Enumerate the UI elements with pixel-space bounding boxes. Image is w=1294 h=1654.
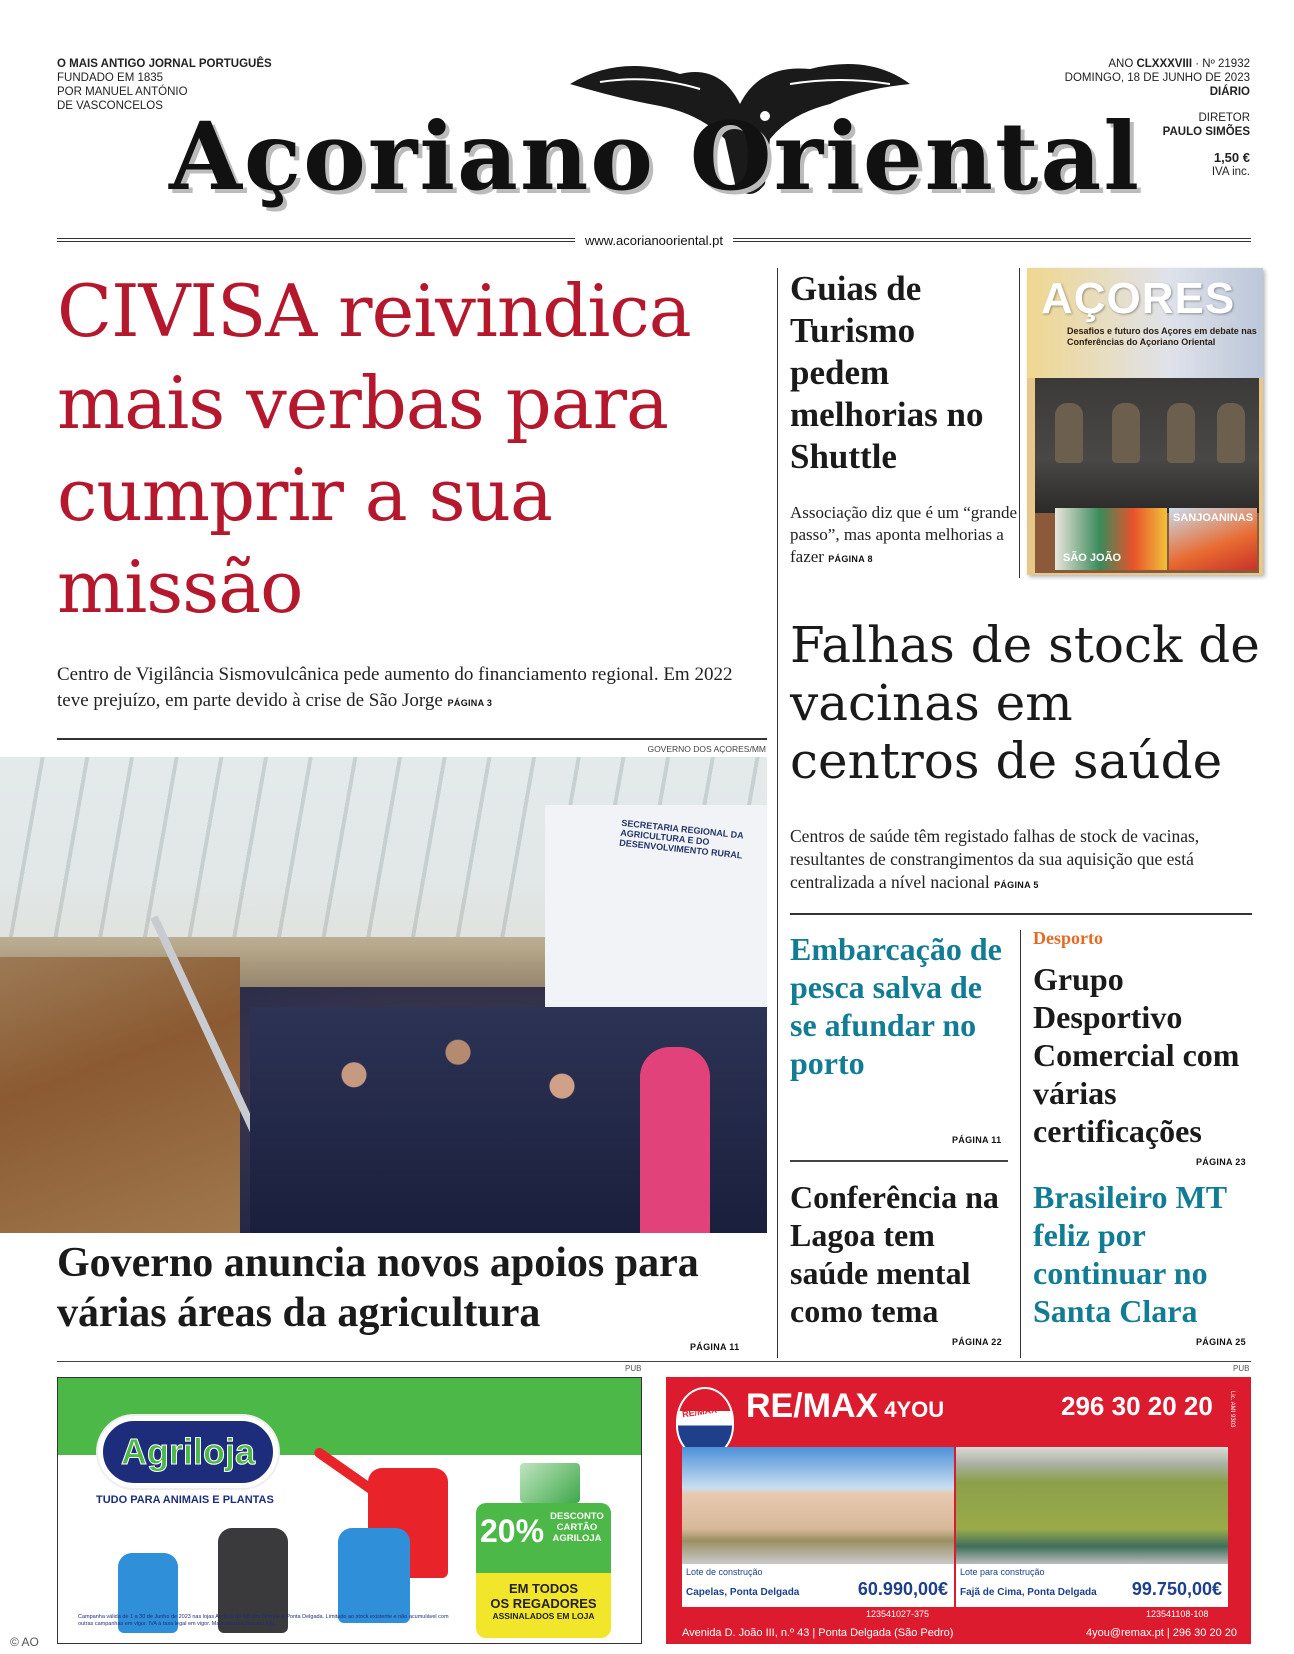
masthead-tagline: O MAIS ANTIGO JORNAL PORTUGUÊS: [57, 58, 272, 70]
lead-page-ref[interactable]: PÁGINA 3: [447, 698, 493, 708]
property-listing[interactable]: [682, 1447, 954, 1607]
frequency: DIÁRIO: [1209, 86, 1250, 98]
photo-person: [640, 1047, 710, 1233]
conference-page-ref[interactable]: PÁGINA 22: [952, 1337, 1002, 1347]
column-rule: [777, 268, 778, 1358]
column-rule: [1020, 930, 1021, 1358]
agriloja-ad[interactable]: [57, 1377, 642, 1644]
vat-note: IVA inc.: [1211, 166, 1250, 178]
guias-summary: [790, 502, 1020, 570]
director-name: PAULO SIMÕES: [1162, 126, 1250, 138]
vaccine-summary-text: Centros de saúde têm registado falhas de stock de vacinas, resultantes de constrangimentos da sua aquisição que está centralizada a nível nacional: [790, 826, 1200, 892]
agriculture-headline[interactable]: Governo anuncia novos apoios para várias áreas da agricultura: [57, 1240, 699, 1336]
divider: [790, 913, 1252, 915]
url-bar: [57, 232, 1251, 248]
property-photo: [956, 1447, 1228, 1564]
lead-summary: [57, 662, 757, 716]
discount-text: DESCONTO CARTÃO AGRILOJA: [550, 1511, 604, 1544]
property-location: Fajã de Cima, Ponta Delgada: [960, 1587, 1097, 1598]
masthead-founded: FUNDADO EM 1835: [57, 72, 164, 84]
panelist: [1167, 403, 1195, 463]
magazine-description: Desafios e futuro dos Açores em debate nas Conferências do Açoriano Oriental: [1067, 326, 1257, 347]
vaccine-headline[interactable]: Falhas de stock de vacinas em centros de saúde: [790, 616, 1260, 790]
property-location: Capelas, Ponta Delgada: [686, 1587, 800, 1598]
panelist: [1112, 403, 1140, 463]
sports-headline-1[interactable]: Grupo Desportivo Comercial com várias certificações: [1033, 961, 1240, 1149]
vaccine-page-ref[interactable]: PÁGINA 5: [994, 880, 1039, 890]
offer-line-3: ASSINALADOS EM LOJA: [492, 1611, 595, 1621]
magazine-title: AÇORES: [1041, 274, 1236, 323]
vaccine-summary: [790, 825, 1260, 897]
sports-page-ref-1[interactable]: PÁGINA 23: [1196, 1157, 1246, 1167]
lead-headline[interactable]: CIVISA reivindica mais verbas para cumprir a sua missão: [57, 269, 691, 629]
panelist: [1217, 403, 1245, 463]
agriloja-tagline: TUDO PARA ANIMAIS E PLANTAS: [96, 1494, 274, 1506]
loyalty-card-icon: [520, 1463, 580, 1503]
sao-joao-label: SÃO JOÃO: [1063, 552, 1122, 564]
issue-date: DOMINGO, 18 DE JUNHO DE 2023: [1064, 72, 1250, 84]
url-rule-right: [733, 238, 1251, 242]
section-kicker-sports: Desporto: [1033, 928, 1103, 948]
offer-line-1: EM TODOS: [508, 1581, 579, 1596]
photo-cattle-pen: [0, 957, 240, 1233]
discount-percent: 20%: [480, 1513, 545, 1549]
remax-phone[interactable]: 296 30 20 20: [1061, 1391, 1213, 1421]
remax-ad[interactable]: [666, 1377, 1251, 1644]
property-ref: 123541108-108: [1146, 1609, 1209, 1619]
remax-license: Lic. AMI 9303: [1229, 1391, 1235, 1428]
masthead-founder-line1: POR MANUEL ANTÓNIO: [57, 86, 188, 98]
masthead-founder-line2: DE VASCONCELOS: [57, 100, 163, 112]
remax-balloon-text: RE/MAX: [681, 1404, 718, 1420]
remax-address: Avenida D. João III, n.º 43 | Ponta Delgada (São Pedro): [682, 1627, 954, 1639]
boat-page-ref[interactable]: PÁGINA 11: [952, 1135, 1002, 1145]
pub-label: PUB: [625, 1364, 642, 1373]
sports-page-ref-2[interactable]: PÁGINA 25: [1196, 1337, 1246, 1347]
divider: [57, 738, 767, 740]
agriloja-brand: Agriloja: [120, 1431, 255, 1472]
remax-contact[interactable]: 4you@remax.pt | 296 30 20 20: [1085, 1627, 1237, 1639]
sanjoaninas-label: SANJOANINAS: [1173, 512, 1254, 524]
sports-headline-2[interactable]: Brasileiro MT feliz por continuar no Santa Clara: [1033, 1179, 1227, 1329]
guias-headline[interactable]: Guias de Turismo pedem melhorias no Shuttle: [790, 269, 984, 476]
offer-line-2: OS REGADORES: [490, 1596, 597, 1611]
issue-number: · Nº 21932: [1195, 58, 1250, 70]
photo-credit: GOVERNO DOS AÇORES/MM: [647, 744, 766, 754]
photo-sign-text: SECRETARIA REGIONAL DA AGRICULTURA E DO DESENVOLVIMENTO RURAL: [618, 817, 744, 861]
agriculture-page-ref[interactable]: PÁGINA 11: [690, 1342, 740, 1352]
panelist: [1055, 403, 1083, 463]
remax-brand-name: RE/MAX: [746, 1387, 879, 1425]
conference-headline[interactable]: Conferência na Lagoa tem saúde mental como tema: [790, 1179, 999, 1329]
property-photo: [682, 1447, 954, 1564]
year-label: ANO: [1108, 58, 1134, 70]
blue-watering-can-icon: [338, 1528, 410, 1623]
website-link[interactable]: www.acorianooriental.pt: [584, 232, 724, 248]
ads-divider: [57, 1361, 1251, 1362]
url-rule-left: [57, 238, 575, 242]
agriculture-fair-photo[interactable]: [0, 757, 767, 1233]
guias-summary-text: Associação diz que é um “grande passo”, mas aponta melhorias a fazer: [790, 503, 1018, 566]
property-type: Lote de construção: [686, 1567, 763, 1577]
offer-box: [476, 1573, 611, 1638]
agriloja-logo: [98, 1416, 278, 1488]
magazine-cover[interactable]: [1027, 268, 1263, 575]
lead-summary-text: Centro de Vigilância Sismovulcânica pede aumento do financiamento regional. Em 2022 teve prejuízo, em parte devido à crise de São Jorge: [57, 664, 733, 711]
pub-label: PUB: [1233, 1364, 1250, 1373]
property-price: 99.750,00€: [1131, 1579, 1222, 1599]
remax-brand: [746, 1387, 944, 1426]
property-ref: 123541027-375: [866, 1609, 930, 1619]
agriloja-fine-print: Campanha válida de 1 a 30 de Junho de 2023 nas lojas Agriloja da Ribeira Grande e Ponta Delgada. Limitado ao stock existente e não acumulável com outras campanhas em vigor. IVA à taxa legal em vigor. Mais informações em loja.: [78, 1614, 449, 1627]
copyright: © AO: [10, 1635, 39, 1649]
property-listing[interactable]: [956, 1447, 1228, 1607]
masthead-right-info: [1065, 57, 1250, 179]
guias-page-ref[interactable]: PÁGINA 8: [828, 554, 873, 564]
cover-price: 1,50 €: [1213, 150, 1250, 165]
property-price: 60.990,00€: [857, 1579, 948, 1599]
newspaper-title: Açoriano Oriental: [168, 102, 1142, 212]
property-type: Lote para construção: [960, 1567, 1045, 1577]
remax-brand-suffix: 4YOU: [884, 1397, 945, 1422]
director-label: DIRETOR: [1198, 112, 1250, 124]
year-value: CLXXXVIII: [1136, 58, 1193, 70]
divider: [790, 1160, 1008, 1162]
boat-headline[interactable]: Embarcação de pesca salva de se afundar no porto: [790, 931, 1002, 1081]
